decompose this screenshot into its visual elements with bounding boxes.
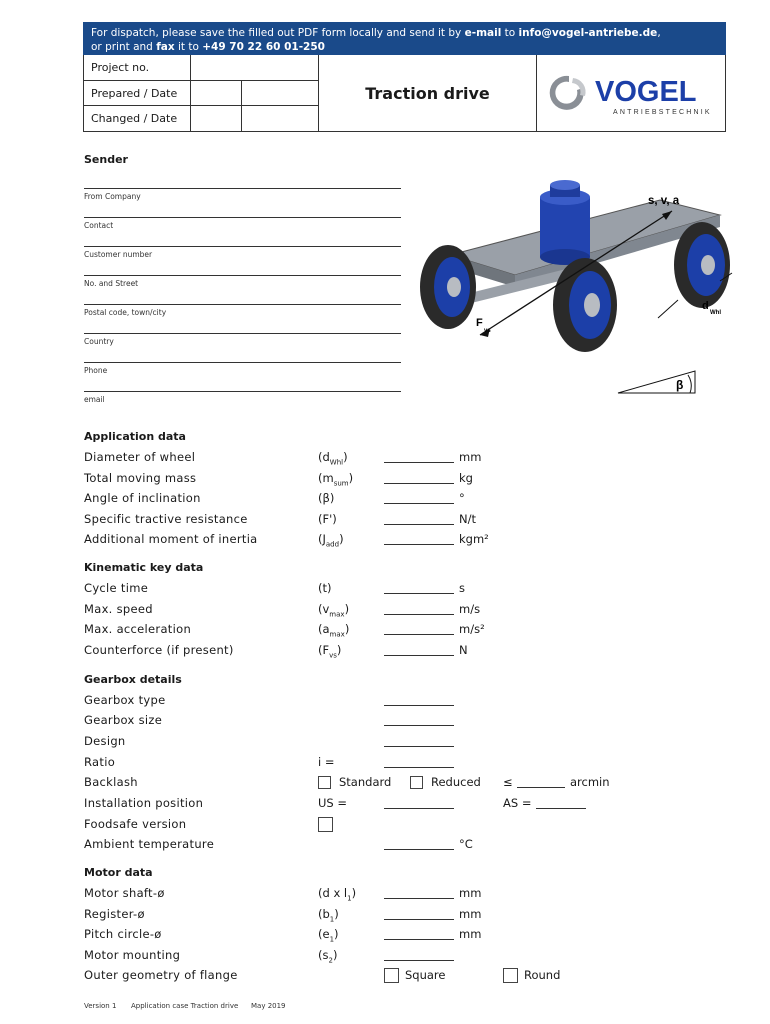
design-label: Design (84, 734, 126, 748)
symbol-subscript: 1 (347, 894, 352, 903)
standard-label: Standard (339, 775, 392, 789)
sva-label: s, v, a (648, 195, 680, 207)
sender-label-country: Country (84, 337, 114, 346)
symbol-text: (F' (318, 512, 333, 526)
banner-fax-number: +49 70 22 60 01-250 (202, 41, 325, 53)
sender-label-email: email (84, 395, 105, 404)
banner-text-to: to (501, 27, 519, 39)
symbol-close: ) (339, 532, 344, 546)
square-checkbox[interactable] (384, 968, 399, 983)
application-field[interactable] (384, 483, 454, 484)
symbol-close: ) (351, 886, 357, 900)
symbol-text: (F (318, 643, 330, 657)
square-label: Square (405, 968, 446, 982)
project-no-field[interactable] (191, 55, 319, 81)
kinematic-unit: m/s² (459, 622, 485, 636)
banner-email-word: e-mail (464, 27, 502, 39)
banner-email-link[interactable]: info@vogel-antriebe.de (518, 27, 658, 39)
symbol-text: (b (318, 907, 330, 921)
application-symbol (318, 512, 337, 528)
sender-label-customer: Customer number (84, 250, 153, 259)
dwhl-sub: Whl (710, 310, 721, 316)
wheel-front-left (553, 258, 617, 352)
foodsafe-label: Foodsafe version (84, 817, 187, 831)
application-symbol (318, 471, 353, 487)
dwhl-label: d (702, 300, 709, 312)
application-field[interactable] (384, 544, 454, 545)
symbol-text: (β) (318, 491, 335, 505)
prepared-field[interactable] (191, 81, 242, 106)
symbol-close: ) (344, 602, 350, 616)
motor-unit: mm (459, 927, 482, 941)
application-label: Angle of inclination (84, 491, 201, 505)
prepared-date-label: Prepared / Date (84, 81, 191, 106)
kinematic-unit: m/s (459, 602, 481, 616)
incline-triangle (618, 371, 695, 393)
kinematic-unit: s (459, 581, 465, 595)
application-label: Total moving mass (84, 471, 197, 485)
ratio-field[interactable] (384, 767, 454, 768)
kinematic-unit: N (459, 643, 468, 657)
motor-symbol (318, 927, 339, 943)
application-field[interactable] (384, 462, 454, 463)
kinematic-symbol (318, 602, 349, 618)
motor-field[interactable] (384, 939, 454, 940)
fvs-label: F (476, 317, 483, 329)
weight-cap-top (550, 180, 580, 190)
motor-label: Pitch circle-ø (84, 927, 162, 941)
design-field[interactable] (384, 746, 454, 747)
application-label: Additional moment of inertia (84, 532, 258, 546)
sender-label-company: From Company (84, 192, 141, 201)
sender-label-contact: Contact (84, 221, 114, 230)
sender-line-street[interactable] (84, 275, 401, 276)
changed-date-label: Changed / Date (84, 106, 191, 131)
le-symbol: ≤ (503, 775, 513, 789)
symbol-text: (s (318, 948, 329, 962)
gearbox-heading: Gearbox details (84, 673, 182, 686)
application-unit: kgm² (459, 532, 489, 546)
project-no-label: Project no. (84, 55, 191, 81)
wheel-back-right (674, 222, 730, 308)
symbol-text: (J (318, 532, 326, 546)
logo-sub: ANTRIEBSTECHNIK (612, 109, 712, 116)
symbol-close: ) (343, 450, 348, 464)
round-checkbox[interactable] (503, 968, 518, 983)
ratio-symbol: i = (318, 755, 335, 769)
us-symbol: US = (318, 796, 348, 810)
kinematic-heading: Kinematic key data (84, 561, 204, 574)
kinematic-symbol (318, 643, 341, 659)
reduced-label: Reduced (431, 775, 481, 789)
motor-symbol (318, 886, 356, 902)
application-unit: kg (459, 471, 473, 485)
symbol-text: (d (318, 450, 330, 464)
weight-body (540, 197, 590, 257)
reduced-checkbox[interactable] (410, 776, 423, 789)
symbol-subscript: 1 (329, 935, 335, 944)
symbol-close: ) (348, 471, 354, 485)
kinematic-field[interactable] (384, 593, 454, 594)
sender-label-phone: Phone (84, 366, 108, 375)
symbol-subscript: sum (333, 479, 349, 488)
symbol-close: ) (344, 622, 350, 636)
motor-heading: Motor data (84, 866, 153, 879)
symbol-text: (d x l (318, 886, 348, 900)
symbol-close: ) (336, 643, 342, 657)
symbol-close: ) (332, 512, 337, 526)
banner-text-2: or print and (91, 41, 157, 53)
round-label: Round (524, 968, 561, 982)
symbol-subscript: Whl (329, 458, 344, 467)
application-label: Specific tractive resistance (84, 512, 248, 526)
motor-unit: mm (459, 907, 482, 921)
arcmin-field[interactable] (517, 787, 565, 788)
kinematic-label: Cycle time (84, 581, 149, 595)
ratio-label: Ratio (84, 755, 116, 769)
ambient-label: Ambient temperature (84, 837, 215, 851)
angle-arc (688, 375, 691, 393)
application-symbol (318, 450, 348, 466)
application-label: Diameter of wheel (84, 450, 196, 464)
motor-field[interactable] (384, 960, 454, 961)
motor-unit: mm (459, 886, 482, 900)
application-symbol (318, 532, 344, 548)
gearbox-size-label: Gearbox size (84, 713, 163, 727)
application-unit: N/t (459, 512, 476, 526)
sender-line-customer[interactable] (84, 246, 401, 247)
us-field[interactable] (384, 808, 454, 809)
sender-line-email[interactable] (84, 391, 401, 392)
wheel-back-left (420, 245, 476, 329)
footer-date: May 2019 (251, 1002, 286, 1010)
gearbox-type-field[interactable] (384, 705, 454, 706)
symbol-close: ) (334, 927, 339, 941)
sender-line-phone[interactable] (84, 362, 401, 363)
sender-line-country[interactable] (84, 333, 401, 334)
motor-label: Motor shaft-ø (84, 886, 165, 900)
header-table (83, 55, 726, 132)
gearbox-type-label: Gearbox type (84, 693, 166, 707)
sender-heading: Sender (84, 153, 128, 166)
ambient-unit: °C (459, 837, 473, 851)
kinematic-field[interactable] (384, 614, 454, 615)
symbol-subscript: max (329, 630, 345, 639)
document-title: Traction drive (319, 55, 537, 131)
outer-geometry-label: Outer geometry of flange (84, 968, 238, 982)
application-symbol (318, 491, 334, 507)
symbol-subscript: 2 (328, 956, 333, 965)
symbol-text: (t) (318, 581, 332, 595)
changed-date-field[interactable] (242, 106, 319, 131)
dispatch-banner (83, 22, 726, 55)
kinematic-field[interactable] (384, 655, 454, 656)
gearbox-size-field[interactable] (384, 725, 454, 726)
kinematic-symbol (318, 622, 349, 638)
symbol-subscript: 1 (329, 915, 335, 924)
beta-label: β (676, 378, 684, 392)
banner-fax-word: fax (156, 41, 175, 53)
kinematic-label: Counterforce (if present) (84, 643, 234, 657)
application-unit: ° (459, 491, 465, 505)
ambient-field[interactable] (384, 849, 454, 850)
dwhl-arrow-bottom (658, 300, 678, 318)
motor-field[interactable] (384, 898, 454, 899)
logo-main: VOGEL (594, 76, 697, 108)
motor-symbol (318, 948, 337, 964)
as-field[interactable] (536, 808, 586, 809)
application-field[interactable] (384, 503, 454, 504)
motor-label: Motor mounting (84, 948, 181, 962)
sender-line-postal[interactable] (84, 304, 401, 305)
motor-symbol (318, 907, 339, 923)
fvs-sub: vs (484, 328, 491, 334)
application-field[interactable] (384, 524, 454, 525)
standard-checkbox[interactable] (318, 776, 331, 789)
kinematic-label: Max. acceleration (84, 622, 192, 636)
symbol-subscript: vs (329, 651, 337, 660)
arcmin-unit: arcmin (570, 775, 610, 789)
symbol-subscript: max (329, 610, 345, 619)
vehicle-diagram (410, 175, 740, 405)
symbol-close: ) (332, 948, 338, 962)
footer-doc: Application case Traction drive (131, 1002, 239, 1010)
symbol-text: (a (318, 622, 330, 636)
application-unit: mm (459, 450, 482, 464)
symbol-text: (m (318, 471, 334, 485)
footer-version: Version 1 (84, 1002, 117, 1010)
symbol-text: (e (318, 927, 330, 941)
banner-comma: , (657, 27, 661, 39)
sender-line-company[interactable] (84, 188, 401, 189)
backlash-label: Backlash (84, 775, 138, 789)
symbol-text: (v (318, 602, 330, 616)
motor-label: Register-ø (84, 907, 145, 921)
installation-label: Installation position (84, 796, 204, 810)
vogel-logo (537, 55, 726, 131)
sender-label-postal: Postal code, town/city (84, 308, 167, 317)
changed-field[interactable] (191, 106, 242, 131)
as-symbol: AS = (503, 796, 532, 810)
sender-label-street: No. and Street (84, 279, 139, 288)
application-heading: Application data (84, 430, 186, 443)
kinematic-symbol (318, 581, 331, 597)
motor-field[interactable] (384, 919, 454, 920)
symbol-close: ) (334, 907, 339, 921)
symbol-subscript: add (325, 540, 340, 549)
banner-text-3: it to (174, 41, 203, 53)
kinematic-label: Max. speed (84, 602, 153, 616)
banner-text: For dispatch, please save the filled out PDF form locally and send it by (91, 27, 465, 39)
kinematic-field[interactable] (384, 634, 454, 635)
foodsafe-checkbox[interactable] (318, 817, 333, 832)
sender-line-contact[interactable] (84, 217, 401, 218)
prepared-date-field[interactable] (242, 81, 319, 106)
